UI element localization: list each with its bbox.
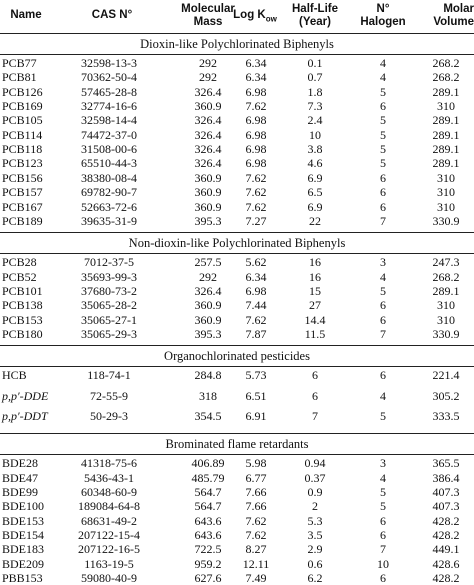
cell-logk: 6.98 [245, 283, 267, 298]
cell-half: 15 [309, 283, 321, 298]
cell-name: PCB81 [2, 70, 37, 85]
cell-name: PCB153 [2, 312, 43, 327]
cell-logk: 6.34 [245, 269, 267, 284]
cell-name: PCB114 [2, 127, 43, 142]
header-molar-volume [418, 3, 474, 29]
cell-name: p,p′-DDT [2, 409, 48, 423]
cell-mass: 564.7 [194, 485, 222, 500]
cell-half: 16 [309, 255, 321, 270]
cell-halogen: 4 [380, 470, 386, 485]
cell-half: 4.6 [307, 156, 323, 171]
table-row [0, 171, 474, 185]
header-halogen-line1: N° [376, 3, 390, 15]
section-rule [0, 232, 474, 233]
table-row [0, 485, 474, 499]
cell-halogen: 5 [380, 84, 386, 99]
table-row [0, 156, 474, 170]
cell-logk: 7.44 [245, 298, 267, 313]
table-row [0, 471, 474, 485]
cell-volume: 365.5 [432, 456, 460, 471]
cell-halogen: 6 [380, 312, 386, 327]
cell-name: HCB [2, 368, 27, 383]
table-row [0, 200, 474, 214]
cell-halogen: 6 [380, 99, 386, 114]
cell-logk: 6.34 [245, 70, 267, 85]
cell-volume: 289.1 [432, 113, 460, 128]
cell-half: 6.2 [307, 571, 323, 585]
cell-cas: 35065-28-2 [81, 298, 137, 313]
cell-half: 0.37 [304, 470, 326, 485]
cell-mass: 395.3 [194, 326, 222, 341]
cell-name: PCB28 [2, 255, 37, 270]
cell-volume: 310 [437, 99, 455, 114]
cell-volume: 289.1 [432, 127, 460, 142]
cell-volume: 305.2 [432, 388, 460, 403]
cell-volume: 428.2 [432, 528, 460, 543]
cell-logk: 6.77 [245, 470, 267, 485]
cell-cas: 59080-40-9 [81, 571, 137, 585]
cell-mass: 257.5 [194, 255, 222, 270]
cell-halogen: 6 [380, 199, 386, 214]
cell-volume: 310 [437, 199, 455, 214]
cell-name: PCB180 [2, 326, 43, 341]
section-title: Organochlorinated pesticides [164, 349, 310, 364]
table-row [0, 298, 474, 312]
header-molecular-mass-line1: Molecular [181, 3, 235, 15]
cell-mass: 360.9 [194, 185, 222, 200]
table-row [0, 557, 474, 571]
cell-half: 3.8 [307, 142, 323, 157]
cell-cas: 52663-72-6 [81, 199, 137, 214]
header-molecular-mass-line2: Mass [193, 16, 223, 28]
table-row [0, 56, 474, 70]
cell-halogen: 3 [380, 255, 386, 270]
table-row [0, 456, 474, 470]
cell-half: 6.5 [307, 185, 323, 200]
cell-cas: 1163-19-5 [84, 556, 134, 571]
cell-mass: 292 [199, 269, 217, 284]
cell-logk: 5.73 [245, 368, 267, 383]
table-row [0, 389, 474, 403]
cell-mass: 643.6 [194, 528, 222, 543]
table-row [0, 128, 474, 142]
cell-halogen: 10 [377, 556, 389, 571]
cell-cas: 31508-00-6 [81, 142, 137, 157]
cell-logk: 6.34 [245, 56, 267, 70]
section-title-rule [0, 454, 474, 455]
cell-name: BDE183 [2, 542, 44, 557]
cell-volume: 247.3 [432, 255, 460, 270]
header-half-life [280, 3, 350, 29]
cell-logk: 7.66 [245, 499, 267, 514]
cell-mass: 722.5 [194, 542, 222, 557]
cell-volume: 268.2 [432, 56, 460, 70]
cell-logk: 7.27 [245, 213, 267, 228]
cell-mass: 360.9 [194, 99, 222, 114]
table-row [0, 499, 474, 513]
cell-half: 0.7 [307, 70, 323, 85]
cell-mass: 292 [199, 70, 217, 85]
cell-halogen: 7 [380, 542, 386, 557]
cell-name: PCB101 [2, 283, 43, 298]
cell-cas: 68631-49-2 [81, 513, 137, 528]
cell-logk: 7.62 [245, 99, 267, 114]
cell-name: BDE154 [2, 528, 44, 543]
table-row [0, 409, 474, 423]
cell-mass: 360.9 [194, 199, 222, 214]
cell-half: 2.4 [307, 113, 323, 128]
cell-volume: 268.2 [432, 269, 460, 284]
cell-name: BDE28 [2, 456, 38, 471]
cell-half: 22 [309, 213, 321, 228]
table-row [0, 142, 474, 156]
cell-logk: 8.27 [245, 542, 267, 557]
section-rule [0, 433, 474, 434]
cell-half: 0.9 [307, 485, 323, 500]
cell-cas: 32598-13-3 [81, 56, 137, 70]
header-log-kow-subscript: ow [265, 14, 277, 24]
cell-halogen: 6 [380, 368, 386, 383]
header-halogen [348, 3, 418, 29]
table-row [0, 99, 474, 113]
cell-name: p,p′-DDE [2, 388, 49, 403]
cell-logk: 7.49 [245, 571, 267, 585]
cell-halogen: 6 [380, 185, 386, 200]
cell-cas: 70362-50-4 [81, 70, 137, 85]
cell-half: 0.94 [304, 456, 326, 471]
header-molar-volume-line1: Molar [443, 3, 474, 15]
cell-logk: 7.62 [245, 199, 267, 214]
header-halogen-line2: Halogen [360, 16, 406, 28]
cell-halogen: 6 [380, 170, 386, 185]
cell-mass: 292 [199, 56, 217, 70]
cell-mass: 485.79 [191, 470, 225, 485]
cell-halogen: 5 [380, 142, 386, 157]
header-name: Name [10, 9, 42, 21]
cell-volume: 310 [437, 312, 455, 327]
cell-volume: 289.1 [432, 156, 460, 171]
cell-cas: 32774-16-6 [81, 99, 137, 114]
header-log-kow [222, 9, 288, 25]
header-molar-volume-line2: Volume [433, 16, 474, 28]
cell-name: PCB77 [2, 56, 37, 70]
cell-logk: 6.98 [245, 156, 267, 171]
cell-volume: 386.4 [432, 470, 460, 485]
cell-cas: 37680-73-2 [81, 283, 137, 298]
cell-logk: 6.91 [245, 409, 267, 423]
cell-mass: 959.2 [194, 556, 222, 571]
cell-mass: 326.4 [194, 142, 222, 157]
cell-halogen: 4 [380, 388, 386, 403]
cell-volume: 330.9 [432, 213, 460, 228]
cell-logk: 7.62 [245, 312, 267, 327]
cell-logk: 7.62 [245, 185, 267, 200]
cell-halogen: 3 [380, 456, 386, 471]
cell-mass: 360.9 [194, 170, 222, 185]
cell-volume: 310 [437, 170, 455, 185]
cell-halogen: 5 [380, 283, 386, 298]
cell-half: 5.3 [307, 513, 323, 528]
cell-halogen: 6 [380, 571, 386, 585]
cell-cas: 41318-75-6 [81, 456, 137, 471]
cell-logk: 12.11 [242, 556, 270, 571]
section-title-rule [0, 253, 474, 254]
table-row [0, 571, 474, 585]
table-row [0, 313, 474, 327]
cell-volume: 407.3 [432, 499, 460, 514]
cell-mass: 326.4 [194, 84, 222, 99]
cell-logk: 6.98 [245, 127, 267, 142]
cell-mass: 564.7 [194, 499, 222, 514]
cell-cas: 72-55-9 [90, 388, 128, 403]
table-row [0, 542, 474, 556]
cell-cas: 74472-37-0 [81, 127, 137, 142]
table-row [0, 70, 474, 84]
cell-mass: 284.8 [194, 368, 222, 383]
cell-half: 7 [312, 409, 318, 423]
table-row [0, 214, 474, 228]
cell-halogen: 5 [380, 156, 386, 171]
cell-mass: 406.89 [191, 456, 225, 471]
cell-volume: 428.6 [432, 556, 460, 571]
cell-halogen: 6 [380, 528, 386, 543]
cell-volume: 289.1 [432, 283, 460, 298]
cell-mass: 395.3 [194, 213, 222, 228]
cell-half: 6 [312, 368, 318, 383]
cell-volume: 268.2 [432, 70, 460, 85]
cell-mass: 326.4 [194, 283, 222, 298]
cell-cas: 5436-43-1 [84, 470, 134, 485]
section-rule [0, 345, 474, 346]
cell-name: BDE153 [2, 513, 44, 528]
table-row [0, 284, 474, 298]
cell-cas: 57465-28-8 [81, 84, 137, 99]
section-title: Dioxin-like Polychlorinated Biphenyls [140, 37, 334, 51]
cell-mass: 318 [199, 388, 217, 403]
cell-half: 7.3 [307, 99, 323, 114]
cell-mass: 360.9 [194, 312, 222, 327]
cell-halogen: 6 [380, 513, 386, 528]
cell-halogen: 7 [380, 326, 386, 341]
cell-logk: 7.66 [245, 485, 267, 500]
cell-name: BDE47 [2, 470, 38, 485]
cell-cas: 69782-90-7 [81, 185, 137, 200]
cell-half: 2.9 [307, 542, 323, 557]
cell-logk: 6.51 [245, 388, 267, 403]
cell-half: 0.1 [307, 56, 323, 70]
cell-half: 16 [309, 269, 321, 284]
table-row [0, 113, 474, 127]
cell-half: 11.5 [304, 326, 326, 341]
cell-mass: 326.4 [194, 127, 222, 142]
cell-half: 6 [312, 388, 318, 403]
cell-name: PCB118 [2, 142, 43, 157]
cell-name: BDE99 [2, 485, 38, 500]
section-title-rule [0, 54, 474, 55]
table-row [0, 270, 474, 284]
cell-logk: 6.98 [245, 113, 267, 128]
table-header [0, 0, 474, 32]
section-title: Non-dioxin-like Polychlorinated Biphenyls [128, 236, 346, 251]
cell-cas: 7012-37-5 [84, 255, 134, 270]
cell-name: BDE100 [2, 499, 44, 514]
cell-half: 6.9 [307, 170, 323, 185]
cell-half: 1.8 [307, 84, 323, 99]
cell-name: PCB157 [2, 185, 43, 200]
cell-half: 0.6 [307, 556, 323, 571]
cell-logk: 7.62 [245, 513, 267, 528]
cell-half: 14.4 [304, 312, 326, 327]
cell-cas: 38380-08-4 [81, 170, 137, 185]
cell-cas: 65510-44-3 [81, 156, 137, 171]
cell-cas: 32598-14-4 [81, 113, 137, 128]
cell-name: PBB153 [2, 571, 43, 585]
cell-halogen: 7 [380, 213, 386, 228]
cell-volume: 289.1 [432, 84, 460, 99]
cell-volume: 449.1 [432, 542, 460, 557]
header-half-life-line1: Half-Life [292, 3, 338, 15]
cell-name: PCB156 [2, 170, 43, 185]
section-title: Brominated flame retardants [165, 437, 309, 452]
cell-logk: 7.87 [245, 326, 267, 341]
cell-halogen: 5 [380, 409, 386, 423]
cell-name: PCB105 [2, 113, 43, 128]
table-row [0, 85, 474, 99]
cell-cas: 39635-31-9 [81, 213, 137, 228]
header-rule [0, 33, 474, 34]
cell-mass: 627.6 [194, 571, 222, 585]
cell-logk: 7.62 [245, 170, 267, 185]
cell-cas: 207122-15-4 [78, 528, 140, 543]
cell-mass: 326.4 [194, 113, 222, 128]
cell-name: PCB169 [2, 99, 43, 114]
cell-cas: 118-74-1 [87, 368, 131, 383]
table-row [0, 514, 474, 528]
cell-volume: 333.5 [432, 409, 460, 423]
cell-half: 10 [309, 127, 321, 142]
cell-halogen: 4 [380, 269, 386, 284]
cell-halogen: 4 [380, 56, 386, 70]
cell-name: PCB189 [2, 213, 43, 228]
table-row [0, 528, 474, 542]
cell-halogen: 4 [380, 70, 386, 85]
cell-volume: 289.1 [432, 142, 460, 157]
cell-halogen: 5 [380, 499, 386, 514]
cell-halogen: 6 [380, 298, 386, 313]
section-title-rule [0, 366, 474, 367]
cell-volume: 428.2 [432, 513, 460, 528]
cell-mass: 354.5 [194, 409, 222, 423]
cell-volume: 330.9 [432, 326, 460, 341]
cell-name: PCB138 [2, 298, 43, 313]
cell-cas: 35693-99-3 [81, 269, 137, 284]
cell-cas: 207122-16-5 [78, 542, 140, 557]
cell-volume: 310 [437, 185, 455, 200]
cell-volume: 310 [437, 298, 455, 313]
cell-volume: 407.3 [432, 485, 460, 500]
cell-half: 3.5 [307, 528, 323, 543]
cell-half: 27 [309, 298, 321, 313]
cell-logk: 7.62 [245, 528, 267, 543]
cell-logk: 6.98 [245, 142, 267, 157]
cell-halogen: 5 [380, 485, 386, 500]
cell-half: 6.9 [307, 199, 323, 214]
cell-cas: 35065-29-3 [81, 326, 137, 341]
header-half-life-line2: (Year) [299, 16, 331, 28]
cell-cas: 35065-27-1 [81, 312, 137, 327]
cell-mass: 643.6 [194, 513, 222, 528]
table-row [0, 255, 474, 269]
cell-name: PCB167 [2, 199, 43, 214]
cell-mass: 360.9 [194, 298, 222, 313]
cell-name: PCB123 [2, 156, 43, 171]
header-log-kow-prefix: Log K [233, 9, 266, 21]
cell-cas: 189084-64-8 [78, 499, 140, 514]
cell-halogen: 5 [380, 113, 386, 128]
table-row [0, 185, 474, 199]
cell-volume: 428.2 [432, 571, 460, 585]
cell-cas: 50-29-3 [90, 409, 128, 423]
cell-cas: 60348-60-9 [81, 485, 137, 500]
header-cas: CAS N° [91, 9, 133, 21]
table-row [0, 368, 474, 382]
cell-half: 2 [312, 499, 318, 514]
cell-name: PCB126 [2, 84, 43, 99]
cell-logk: 5.62 [245, 255, 267, 270]
cell-name: PCB52 [2, 269, 37, 284]
cell-name: BDE209 [2, 556, 44, 571]
cell-logk: 6.98 [245, 84, 267, 99]
table-row [0, 327, 474, 341]
cell-mass: 326.4 [194, 156, 222, 171]
cell-logk: 5.98 [245, 456, 267, 471]
cell-volume: 221.4 [432, 368, 460, 383]
cell-halogen: 5 [380, 127, 386, 142]
